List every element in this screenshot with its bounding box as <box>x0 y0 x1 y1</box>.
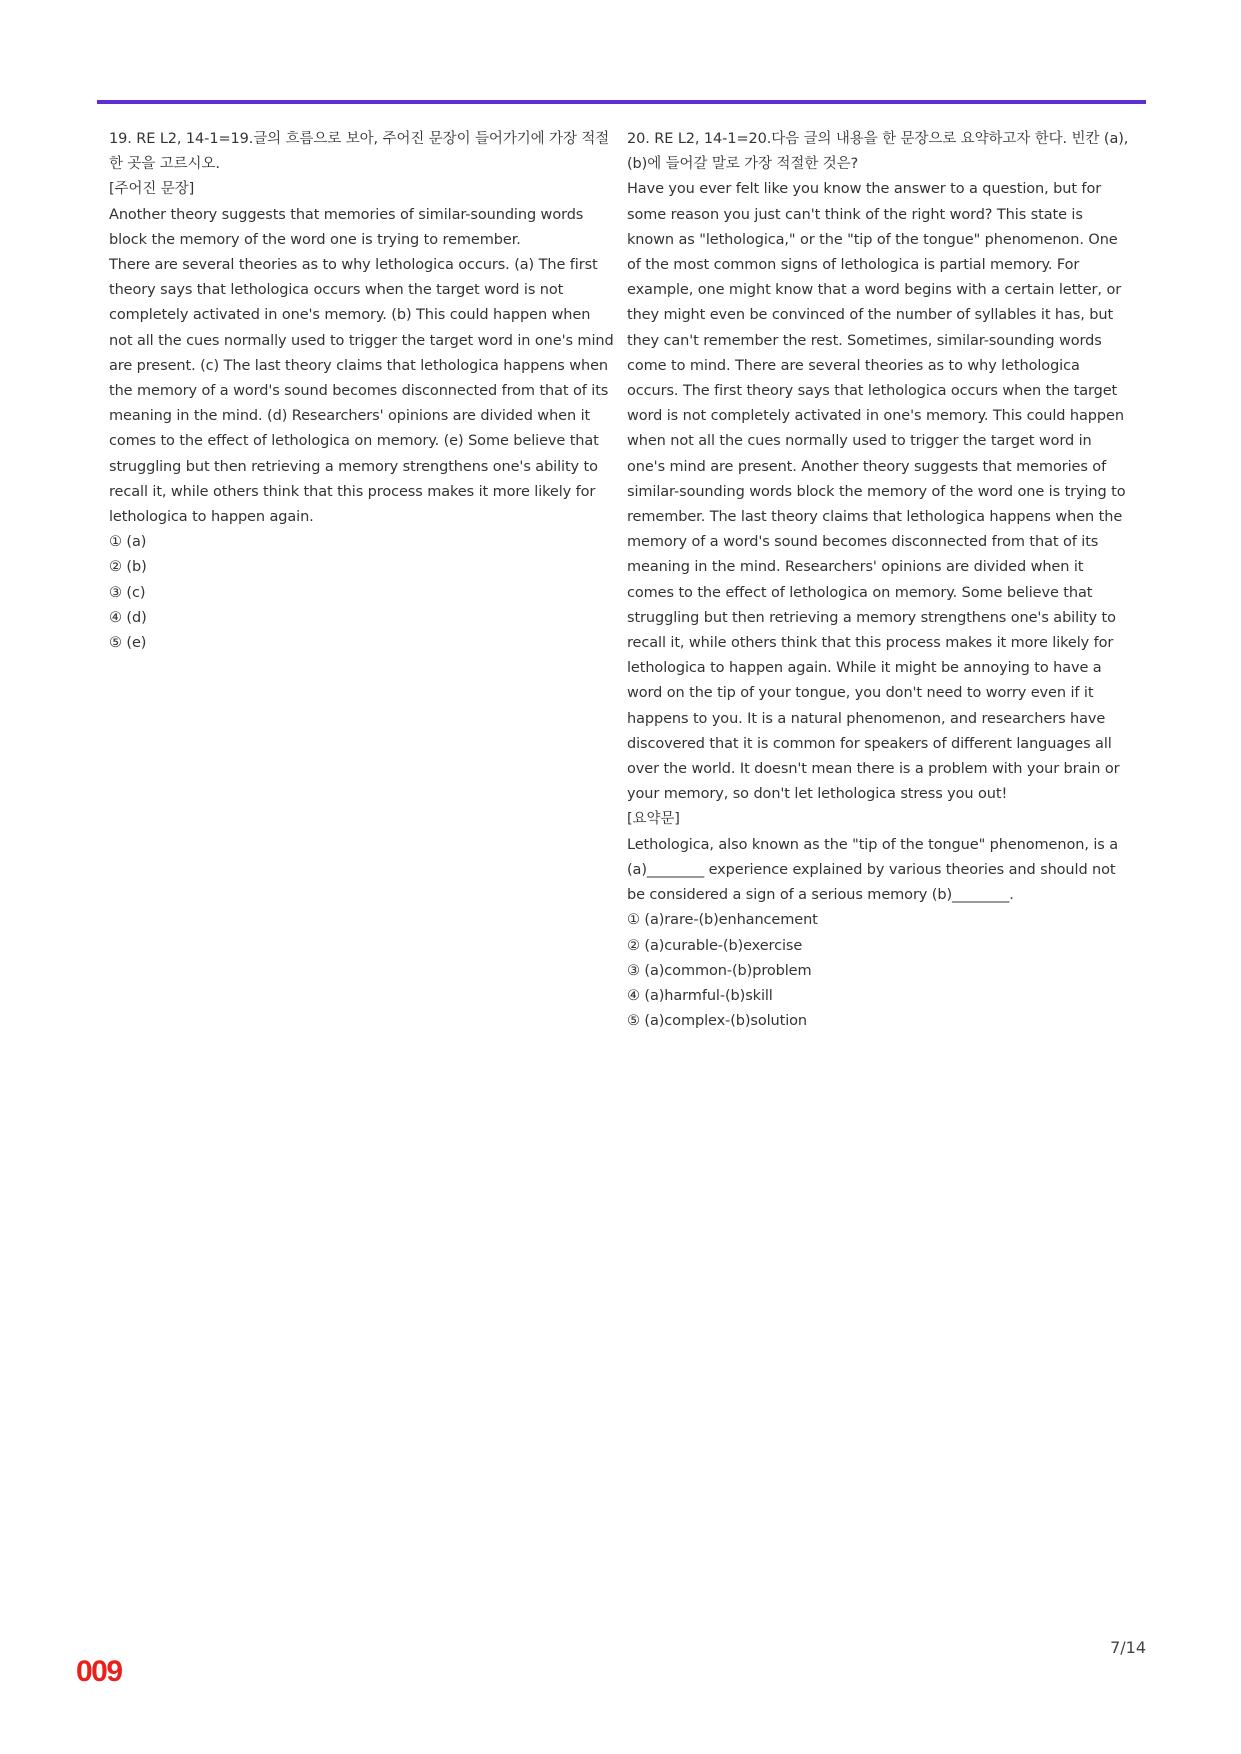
q20-summary-label: [요약문] <box>627 811 680 828</box>
q20-option-2[interactable]: ② (a)curable-(b)exercise <box>627 937 803 954</box>
q19-option-5[interactable]: ⑤ (e) <box>109 635 147 652</box>
q19-option-3[interactable]: ③ (c) <box>109 584 146 601</box>
question-19 <box>109 127 616 656</box>
header-rule <box>97 100 1146 104</box>
q19-given-sentence: Another theory suggests that memories of similar-sounding words block the memory of the word one is trying to remember. <box>109 206 584 248</box>
q20-option-5[interactable]: ⑤ (a)complex-(b)solution <box>627 1013 808 1030</box>
q19-passage: There are several theories as to why lethologica occurs. (a) The first theory says that lethologica occurs when the target word is not completely activated in one's memory. (b) This could happen when not all the cues normally used to trigger the target word in one's mind are present. (c) The last theory claims that lethologica happens when the memory of a word's sound becomes disconnected from that of its meaning in the mind. (d) Researchers' opinions are divided when it comes to the effect of lethologica on memory. (e) Some believe that struggling but then retrieving a memory strengthens one's ability to recall it, while others think that this process makes it more likely for lethologica to happen again. <box>109 257 614 526</box>
q19-option-2[interactable]: ② (b) <box>109 559 147 576</box>
question-20 <box>627 127 1133 1034</box>
q19-heading: 19. RE L2, 14-1=19.글의 흐름으로 보아, 주어진 문장이 들어가기에 가장 적절한 곳을 고르시오. <box>109 131 610 173</box>
q20-heading: 20. RE L2, 14-1=20.다음 글의 내용을 한 문장으로 요약하고자 한다. 빈칸 (a), (b)에 들어갈 말로 가장 적절한 것은? <box>627 131 1129 173</box>
q19-option-1[interactable]: ① (a) <box>109 534 147 551</box>
footer-logo: 009 <box>76 1655 122 1688</box>
q19-option-4[interactable]: ④ (d) <box>109 609 147 626</box>
q20-passage: Have you ever felt like you know the answer to a question, but for some reason you just can't think of the right word? This state is known as "lethologica," or the "tip of the tongue" phenomenon. One of the most common signs of lethologica is partial memory. For example, one might know that a word begins with a certain letter, or they might even be convinced of the number of syllables it has, but they can't remember the rest. Sometimes, similar-sounding words come to mind. There are several theories as to why lethologica occurs. The first theory says that lethologica occurs when the target word is not completely activated in one's memory. This could happen when not all the cues normally used to trigger the target word in one's mind are present. Another theory suggests that memories of similar-sounding words block the memory of the word one is trying to remember. The last theory claims that lethologica happens when the memory of a word's sound becomes disconnected from that of its meaning in the mind. Researchers' opinions are divided when it comes to the effect of lethologica on memory. Some believe that struggling but then retrieving a memory strengthens one's ability to recall it, while others think that this process makes it more likely for lethologica to happen again. While it might be annoying to have a word on the tip of your tongue, you don't need to worry even if it happens to you. It is a natural phenomenon, and researchers have discovered that it is common for speakers of different languages all over the world. It doesn't mean there is a problem with your brain or your memory, so don't let lethologica stress you out! <box>627 181 1126 803</box>
q20-summary: Lethologica, also known as the "tip of the tongue" phenomenon, is a (a)________ experience explained by various theories and should not be considered a sign of a serious memory (b)________. <box>627 836 1119 904</box>
q20-option-3[interactable]: ③ (a)common-(b)problem <box>627 962 812 979</box>
q20-option-1[interactable]: ① (a)rare-(b)enhancement <box>627 912 818 929</box>
page-number: 7/14 <box>1110 1638 1146 1657</box>
q19-given-label: [주어진 문장] <box>109 181 195 198</box>
q20-option-4[interactable]: ④ (a)harmful-(b)skill <box>627 987 773 1004</box>
